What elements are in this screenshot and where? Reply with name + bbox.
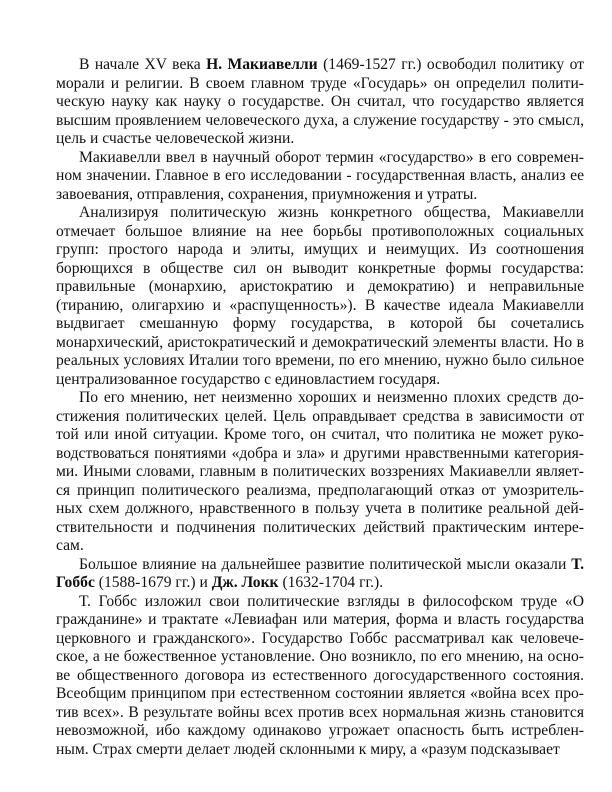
paragraph-text: Макиавелли ввел в научный оборот термин «государство» в его современном значении. Главное в его исследовании - государственная власть, анализ ее завоевания, отправления, сохранения, приумножения и утраты. (56, 148, 584, 203)
paragraph (56, 389, 584, 556)
paragraph (56, 56, 584, 149)
paragraph-text: (1588-1679 гг.) и (94, 574, 212, 591)
bold-name: Дж. Локк (211, 574, 279, 591)
paragraph (56, 593, 584, 760)
paragraph-text: По его мнению, нет неизменно хороших и неизменно плохих средств достижения политических целей. Цель оправдывает средства в зависимости от той или иной ситуации. Кроме того, он считал, что политика не может руководствоваться понятиями «добра и зла» и другими нравственными категориями. Иными словами, главным в политических воззрениях Макиавелли является принцип политического реализма, предполагающий отказ от умозрительных схем должного, нравственного в пользу учета в политике реальной действительности и подчинения политических действий практическим интересам. (56, 389, 584, 554)
paragraph-text: Т. Гоббс изложил свои политические взгляды в философском труде «О гражданине» и трактате «Левиафан или материя, форма и власть государства церковного и гражданского». Государство Гоббс рассматривал как человеческое, а не божественное установление. Оно возникло, по его мнению, на основе общественного договора из естественного догосударственного состояния. Всеобщим принципом при естественном состоянии является «война всех против всех». В результате войны всех против всех нормальная жизнь становится невозможной, ибо каждому одинаково угрожает опасность быть истребленным. Страх смерти делает людей склонными к миру, а «разум подсказывает (56, 592, 584, 758)
paragraph-text: Анализируя политическую жизнь конкретного общества, Макиавелли отмечает большое влияние на нее борьбы противоположных социальных групп: простого народа и элиты, имущих и неимущих. Из соотношения борющихся в обществе сил он выводит конкретные формы государства: правильные (монархию, аристократию и демократию) и неправильные (тиранию, олигархию и «распущенность»). В качестве идеала Макиавелли выдвигает смешанную форму государства, в которой бы сочетались монархический, аристократический и демократический элементы власти. Но в реальных условиях Италии того времени, по его мнению, нужно было сильное централизованное государство с единовластием государя. (56, 204, 584, 388)
paragraph-text: (1469-1527 гг.) освободил политику от морали и религии. В своем главном труде «Государь» он определил политическую науку как науку о государстве. Он считал, что государство является высшим проявлением человеческого духа, а служение государству - это смысл, цель и счастье человеческой жизни. (56, 56, 584, 147)
bold-name: Т. Гоббс (56, 555, 584, 591)
paragraph-text: Большое влияние на дальнейшее развитие политической мысли оказали (79, 555, 572, 573)
paragraph-text: В начале XV века (79, 56, 207, 73)
paragraph (56, 149, 584, 205)
paragraph (56, 204, 584, 389)
paragraph (56, 556, 584, 593)
document-page (56, 56, 584, 759)
bold-name: Н. Макиавелли (206, 56, 318, 73)
paragraph-text: (1632-1704 гг.). (278, 574, 384, 591)
